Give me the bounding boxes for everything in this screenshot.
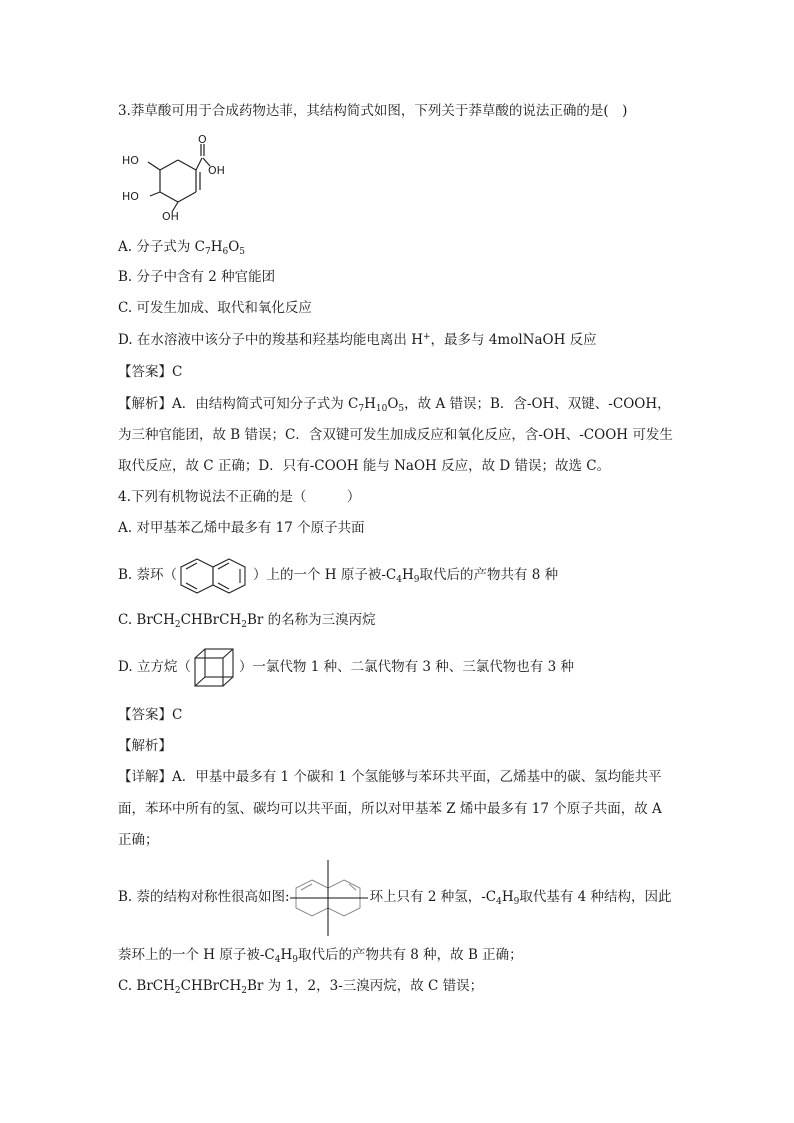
q3-analysis-line1: 【解析】A．由结构简式可知分子式为 $C_7H_{10}O_5$，故 A 错误；B．含-OH、双键、-COOH， [118, 396, 671, 414]
q4-option-d: D. 立方烷（ ）一氯代物 1 种、二氯代物有 3 种、三氯代物也有 3 种 [118, 657, 574, 677]
q3-analysis-line3: 取代反应，故 C 正确；D．只有-COOH 能与 NaOH 反应，故 D 错误；故选 C。 [118, 458, 611, 474]
ho-label-mid: HO [122, 190, 139, 203]
q3-option-b: B. 分子中含有 2 种官能团 [118, 269, 276, 285]
q4-option-c: C. BrCH$_2$CHBrCH$_2$Br 的名称为三溴丙烷 [118, 612, 376, 630]
oh-label-right: OH [208, 164, 225, 177]
q4-option-a: A. 对甲基苯乙烯中最多有 17 个原子共面 [118, 520, 365, 536]
q4-analysis-head: 【解析】 [118, 738, 172, 754]
q3-answer: 【答案】C [118, 364, 183, 380]
cubane-icon [191, 646, 239, 690]
q4-detail-line2: 面，苯环中所有的氢、碳均可以共平面，所以对甲基苯 Z 烯中最多有 17 个原子共面，故 A [118, 801, 662, 817]
q4-detail-c: C. BrCH$_2$CHBrCH$_2$Br 为 1，2，3-三溴丙烷，故 C 错误； [118, 978, 484, 996]
shikimic-acid-structure [118, 132, 238, 224]
oh-label-bottom: OH [162, 210, 179, 223]
q4-detail-line1: 【详解】A．甲基中最多有 1 个碳和 1 个氢能够与苯环共平面，乙烯基中的碳、氢均能共平 [118, 769, 662, 785]
q4-detail-line3: 正确； [118, 832, 159, 848]
q4-answer: 【答案】C [118, 707, 183, 723]
ho-label-top: HO [122, 154, 139, 167]
q3-analysis-line2: 为三种官能团，故 B 错误；C．含双键可发生加成反应和氧化反应，含-OH、-COOH 可发生 [118, 427, 673, 443]
q3-option-d: D. 在水溶液中该分子中的羧基和羟基均能电离出 H+，最多与 4molNaOH 反应 [118, 332, 597, 348]
q4-option-b: B. 萘环（ ）上的一个 H 原子被$-C_4H_9$取代后的产物共有 8 种 [118, 565, 558, 585]
naphthalene-symmetry-icon [290, 858, 370, 938]
q3-option-c: C. 可发生加成、取代和氧化反应 [118, 300, 312, 316]
q3-stem: 3.莽草酸可用于合成药物达菲，其结构简式如图，下列关于莽草酸的说法正确的是( ) [118, 103, 628, 119]
q3-option-a: A. 分子式为 $C_7H_6O_5$ [118, 239, 246, 257]
q4-stem: 4.下列有机物说法不正确的是（ ） [118, 489, 361, 505]
oxygen-label: O [198, 133, 207, 146]
naphthalene-ring-icon [177, 557, 253, 595]
q4-detail-b-line2: 萘环上的一个 H 原子被$-C_4H_9$取代后的产物共有 8 种，故 B 正确； [118, 947, 523, 965]
q4-detail-b-line1: B. 萘的结构对称性很高如图: 环上只有 2 种氢，$-C_4H_9$取代基有 4 种结构，因此 [118, 887, 672, 908]
